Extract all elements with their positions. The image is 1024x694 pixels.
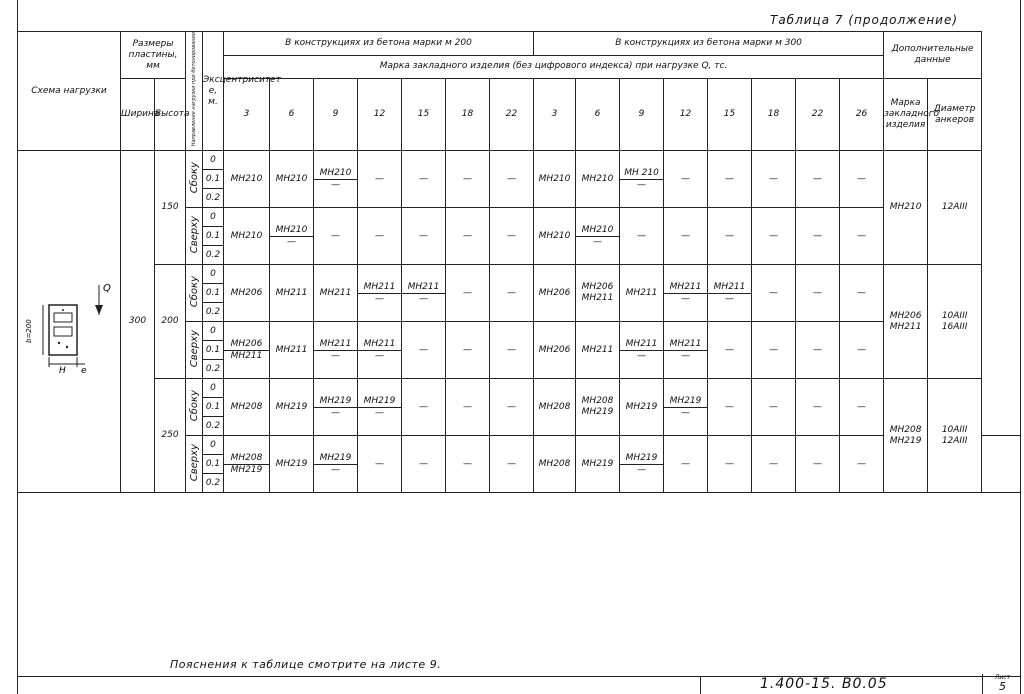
cell: МН219 [270,436,314,493]
cell: МН211 [620,265,664,322]
cell: МН210 [224,151,270,208]
cell: МН211 — [402,265,446,322]
cell: МН219 — [314,379,358,436]
cell: МН211 [576,322,620,379]
ecc-cell: 0.2 [203,189,224,208]
cell: — [752,436,796,493]
cell: МН210 — [314,151,358,208]
load-300-9: 9 [620,79,664,151]
cell: — [664,151,708,208]
cell: МН211 — [358,322,402,379]
cell: — [402,379,446,436]
dir-side-200: Сбоку [186,265,203,322]
load-300-26: 26 [840,79,884,151]
svg-text:e: e [81,365,87,376]
cell: — [358,208,402,265]
cell: — [664,208,708,265]
width-300: 300 [121,151,155,493]
cell: МН211 — [664,322,708,379]
add-mark-150: МН210 [884,151,928,265]
cell: — [490,379,534,436]
dir-top-150: Сверху [186,208,203,265]
cell: — [446,208,490,265]
table-note: Пояснения к таблице смотрите на листе 9. [170,658,442,671]
add-mark-250: МН208 МН219 [884,379,928,493]
cell: — [796,322,840,379]
cell: — [840,322,884,379]
cell: МН210 [270,151,314,208]
svg-text:Q: Q [103,282,111,294]
cell: — [708,436,752,493]
cell: — [490,322,534,379]
ecc-cell: 0.1 [203,341,224,360]
header-add-diameter: Диаметр анкеров [928,79,982,151]
cell: — [796,208,840,265]
scheme-diagram-cell [18,151,121,493]
cell: — [752,151,796,208]
cell: МН219 [620,379,664,436]
ecc-cell: 0.2 [203,246,224,265]
load-300-3: 3 [534,79,576,151]
cell: — [840,208,884,265]
cell: МН211 — [664,265,708,322]
ecc-cell: 0 [203,379,224,398]
dir-side-250: Сбоку [186,379,203,436]
cell: МН210 [534,208,576,265]
load-300-18: 18 [752,79,796,151]
dir-top-250: Сверху [186,436,203,493]
cell: МН208 МН219 [224,436,270,493]
ecc-cell: 0.2 [203,360,224,379]
add-d-150: 12АIII [928,151,982,265]
header-height: Высота [155,79,186,151]
load-200-3: 3 [224,79,270,151]
cell: МН219 [270,379,314,436]
cell: МН211 [270,265,314,322]
cell: — [708,379,752,436]
cell: — [446,151,490,208]
header-eccentricity: Эксцентриситет e, м. [203,32,224,151]
ecc-cell: 0.2 [203,474,224,493]
ecc-cell: 0 [203,436,224,455]
cell: МН206 [534,322,576,379]
load-300-22: 22 [796,79,840,151]
sheet-label: Лист [994,674,1011,681]
cell: — [752,322,796,379]
cell: — [752,265,796,322]
cell: — [840,151,884,208]
ecc-cell: 0 [203,151,224,170]
cell: — [752,208,796,265]
header-plate-size: Размеры пластины, мм [121,32,186,79]
ecc-cell: 0.2 [203,417,224,436]
load-200-9: 9 [314,79,358,151]
cell: МН219 — [620,436,664,493]
cell: — [490,265,534,322]
cell: — [796,379,840,436]
cell: — [446,436,490,493]
dir-side-150: Сбоку [186,151,203,208]
cell: — [664,436,708,493]
header-width: Ширина [121,79,155,151]
cell: МН211 — [620,322,664,379]
header-group-300: В конструкциях из бетона марки м 300 [534,32,884,56]
header-subheader: Марка закладного изделия (без цифрового индекса) при нагрузке Q, тс. [224,55,884,79]
ecc-cell: 0 [203,265,224,284]
add-mark-200: МН206 МН211 [884,265,928,379]
height-250: 250 [155,379,186,493]
dir-top-200: Сверху [186,322,203,379]
header-scheme: Схема нагрузки [18,32,121,151]
cell: МН 210 — [620,151,664,208]
header-group-200: В конструкциях из бетона марки м 200 [224,32,534,56]
cell: — [314,208,358,265]
header-additional: Дополнительные данные [884,32,982,79]
cell: МН211 [314,265,358,322]
cell: — [840,265,884,322]
cell: МН206 [224,265,270,322]
cell: МН206 [534,265,576,322]
cell: — [446,322,490,379]
height-200: 200 [155,265,186,379]
svg-text:H: H [59,365,66,376]
cell: МН210 — [270,208,314,265]
cell: — [490,151,534,208]
ecc-cell: 0.1 [203,170,224,189]
cell: МН206 МН211 [224,322,270,379]
cell: МН211 — [358,265,402,322]
cell: МН208 [534,436,576,493]
header-direction: Направление нагрузки при бетонировании [186,32,203,151]
cell: МН210 [576,151,620,208]
cell: — [358,151,402,208]
load-200-6: 6 [270,79,314,151]
cell: МН208 [534,379,576,436]
cell: — [796,265,840,322]
cell: МН211 — [314,322,358,379]
load-300-15: 15 [708,79,752,151]
cell: — [796,151,840,208]
header-add-mark: Марка закладного изделия [884,79,928,151]
cell: МН206 МН211 [576,265,620,322]
ecc-cell: 0.1 [203,227,224,246]
ecc-cell: 0.1 [203,398,224,417]
cell: — [490,436,534,493]
cell: — [840,379,884,436]
cell: МН210 — [576,208,620,265]
cell: МН210 [534,151,576,208]
cell: — [840,436,884,493]
cell: — [402,208,446,265]
cell: — [752,379,796,436]
load-300-6: 6 [576,79,620,151]
cell: МН208 [224,379,270,436]
cell: — [402,322,446,379]
cell: МН219 [576,436,620,493]
add-d-250: 10АIII 12АIII [928,379,982,493]
cell: — [402,436,446,493]
cell: МН211 — [708,265,752,322]
doc-code: 1.400-15. В0.05 [760,676,888,692]
load-scheme-diagram [19,265,119,375]
height-150: 150 [155,151,186,265]
cell: МН219 — [664,379,708,436]
cell: МН219 — [314,436,358,493]
load-300-12: 12 [664,79,708,151]
cell: МН210 [224,208,270,265]
data-table [17,31,1021,493]
cell: — [796,436,840,493]
ecc-cell: 0.1 [203,284,224,303]
empty-cell [982,436,1021,493]
cell: — [446,265,490,322]
cell: — [402,151,446,208]
sheet-box [982,674,1022,694]
title-block [700,676,1021,694]
ecc-cell: 0 [203,208,224,227]
ecc-cell: 0 [203,322,224,341]
add-d-200: 10АIII 16АIII [928,265,982,379]
cell: — [708,208,752,265]
cell: МН219 — [358,379,402,436]
ecc-cell: 0.2 [203,303,224,322]
table-title: Таблица 7 (продолжение) [770,13,959,27]
svg-text:b=200: b=200 [25,319,33,343]
cell: МН211 [270,322,314,379]
load-200-15: 15 [402,79,446,151]
cell: — [708,322,752,379]
cell: МН208 МН219 [576,379,620,436]
cell: — [358,436,402,493]
load-200-12: 12 [358,79,402,151]
load-200-18: 18 [446,79,490,151]
sheet-number: 5 [999,680,1006,693]
cell: — [708,151,752,208]
load-200-22: 22 [490,79,534,151]
ecc-cell: 0.1 [203,455,224,474]
cell: — [620,208,664,265]
cell: — [490,208,534,265]
cell: — [446,379,490,436]
